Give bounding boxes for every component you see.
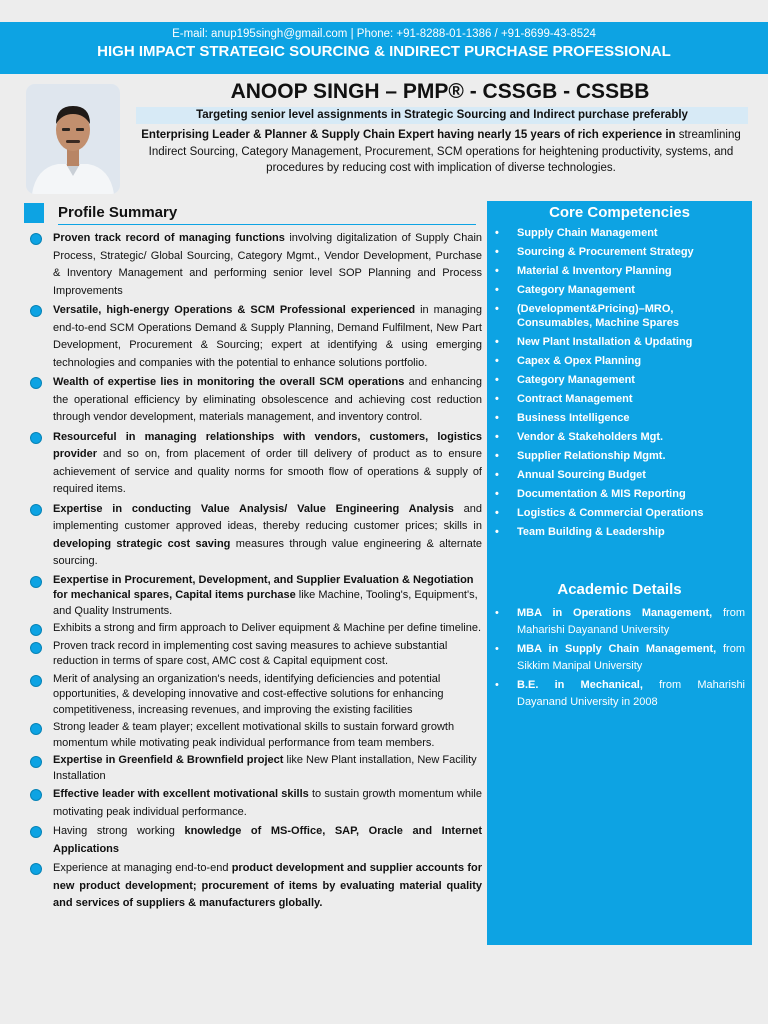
profile-summary-item	[28, 374, 482, 427]
competency-item: • Supply Chain Management	[495, 227, 747, 241]
competency-item: • New Plant Installation & Updating	[495, 336, 747, 350]
item-bold: Wealth of expertise lies in monitoring the overall SCM operations	[53, 376, 405, 388]
item-text: Having strong working	[53, 825, 185, 837]
profile-summary-item	[28, 573, 482, 620]
competency-item: • Vendor & Stakeholders Mgt.	[495, 431, 747, 445]
section-divider	[58, 224, 476, 225]
item-bold2: developing strategic cost saving	[53, 537, 231, 550]
institution: from Maharishi Dayanand University	[517, 607, 745, 636]
institution: from Maharishi Dayanand University in 2008	[517, 679, 745, 708]
competency-item: • (Development&Pricing)–MRO, Consumables, Machine Spares	[495, 303, 747, 330]
competency-item: • Business Intelligence	[495, 412, 747, 426]
profile-summary-item	[28, 753, 482, 784]
item-text2: measures through value engineering & alternate sourcing.	[53, 537, 482, 567]
bullet-circle-icon	[30, 233, 42, 245]
profile-summary-item	[28, 639, 482, 670]
bullet-circle-icon	[30, 377, 42, 389]
academic-details-title: Academic Details	[557, 581, 682, 598]
item-text: in managing end-to-end SCM Operations Demand & Supply Planning, Demand Fulfilment, New Part Development, Procurement & Sourcing; expert at identifying & using emerging technologies and companies with the potential to enhance solutions portfolio.	[53, 304, 482, 369]
candidate-name: ANOOP SINGH – PMP® - CSSGB - CSSBB	[230, 80, 650, 103]
item-text: involving digitalization of Supply Chain Process, Strategic/ Global Sourcing, Category Mgmt., Vendor Development, Purchase & Inventory Management and performing senior level SOP Planning and Process Improvements	[53, 232, 483, 297]
bullet-circle-icon	[30, 432, 42, 444]
headline-tagline: HIGH IMPACT STRATEGIC SOURCING & INDIRECT PURCHASE PROFESSIONAL	[97, 43, 671, 60]
intro-paragraph	[140, 127, 742, 177]
bullet-circle-icon	[30, 723, 42, 735]
profile-summary-item	[28, 860, 482, 913]
item-text: Proven track record in implementing cost saving measures to achieve substantial reduction in terms of spare cost, AMC cost & Capital equipment cost.	[53, 639, 448, 667]
profile-photo	[26, 84, 120, 194]
item-text: and implementing customer approved ideas, thereby reducing customer prices; skills in	[53, 502, 482, 532]
item-text: and enhancing the operational efficiency by eliminating obsolescence and achieving cost reduction through vendor development, materials management, and inventory control.	[53, 376, 483, 423]
profile-summary-list	[28, 230, 482, 915]
item-text: like New Plant installation, New Facility Installation	[53, 754, 477, 782]
degree-name: MBA in Operations Management,	[517, 607, 713, 619]
item-text: like Machine, Tooling's, Equipment's, and Quality Instruments.	[53, 589, 478, 617]
sidebar-panel	[487, 201, 752, 945]
item-text: to sustain growth momentum while motivating peak individual performance.	[53, 788, 482, 818]
competency-item: • Team Building & Leadership	[495, 526, 747, 540]
academic-details-list	[495, 605, 745, 713]
competency-item: • Annual Sourcing Budget	[495, 469, 747, 483]
profile-summary-item	[28, 302, 482, 372]
intro-bold: Enterprising Leader & Planner & Supply Chain Expert having nearly 15 years of rich experience in	[141, 129, 676, 141]
item-bold: Resourceful in managing relationships with vendors, customers, logistics provider	[53, 430, 482, 460]
bullet-circle-icon	[30, 826, 42, 838]
bullet-circle-icon	[30, 756, 42, 768]
bullet-circle-icon	[30, 504, 42, 516]
competency-item: • Material & Inventory Planning	[495, 265, 747, 279]
academic-item	[495, 677, 745, 710]
header-bar	[0, 22, 768, 74]
item-text: and so on, from placement of order till delivery of product as to ensure achievement of service and quality norms for smooth flow of operations & supply of required items.	[53, 448, 482, 495]
bullet-circle-icon	[30, 305, 42, 317]
competency-item: • Category Management	[495, 284, 747, 298]
institution: from Sikkim Manipal University	[517, 643, 745, 672]
competency-item: • Capex & Opex Planning	[495, 355, 747, 369]
profile-summary-item	[28, 429, 482, 499]
academic-item	[495, 641, 745, 674]
item-bold2: knowledge of MS-Office, SAP, Oracle and Internet Applications	[53, 825, 482, 855]
profile-summary-title: Profile Summary	[58, 204, 178, 221]
bullet-circle-icon	[30, 624, 42, 636]
item-bold2: product development and supplier accounts for new product development; procurement of items by evaluating material quality and services of suppliers & manufacturers globally.	[53, 862, 482, 909]
profile-summary-item	[28, 720, 482, 751]
bullet-circle-icon	[30, 642, 42, 654]
bullet-circle-icon	[30, 675, 42, 687]
item-bold: Effective leader with excellent motivational skills	[53, 788, 309, 800]
profile-summary-item	[28, 501, 482, 571]
competency-item: • Sourcing & Procurement Strategy	[495, 246, 747, 260]
item-bold: Versatile, high-energy Operations & SCM Professional experienced	[53, 304, 416, 316]
contact-info: E-mail: anup195singh@gmail.com | Phone: +91-8288-01-1386 / +91-8699-43-8524	[172, 28, 596, 40]
bullet-circle-icon	[30, 576, 42, 588]
target-statement: Targeting senior level assignments in Strategic Sourcing and Indirect purchase preferably	[136, 107, 748, 124]
profile-summary-item	[28, 621, 482, 637]
item-bold: Expertise in Greenfield & Brownfield project	[53, 754, 284, 766]
item-text: Experience at managing end-to-end	[53, 862, 232, 874]
academic-item	[495, 605, 745, 638]
profile-summary-item	[28, 786, 482, 821]
item-bold: Expertise in conducting Value Analysis/ Value Engineering Analysis	[53, 502, 454, 515]
profile-summary-item	[28, 230, 482, 300]
bullet-circle-icon	[30, 863, 42, 875]
item-bold: Eexpertise in Procurement, Development, and Supplier Evaluation & Negotiation for mechanical spares, Capital items purchase	[53, 573, 474, 601]
degree-name: MBA in Supply Chain Management,	[517, 643, 717, 655]
competency-item: • Contract Management	[495, 393, 747, 407]
profile-summary-header	[24, 203, 484, 225]
degree-name: B.E. in Mechanical,	[517, 679, 643, 691]
competency-item: • Logistics & Commercial Operations	[495, 507, 747, 521]
section-marker	[24, 203, 44, 223]
intro-text: streamlining Indirect Sourcing, Category Management, Procurement, SCM operations for heightening productivity, systems, and procedures by reducing cost with implication of diverse technologies.	[148, 129, 741, 174]
item-text: Exhibits a strong and firm approach to Deliver equipment & Machine per define timeline.	[53, 622, 482, 634]
core-competencies-list	[495, 227, 747, 545]
profile-summary-item	[28, 672, 482, 719]
item-bold: Proven track record of managing functions	[53, 232, 285, 244]
core-competencies-title: Core Competencies	[549, 204, 690, 221]
competency-item: • Category Management	[495, 374, 747, 388]
item-text: Strong leader & team player; excellent motivational skills to sustain forward growth momentum while motivating peak individual performance from team members.	[53, 721, 455, 749]
competency-item: • Supplier Relationship Mgmt.	[495, 450, 747, 464]
competency-item: • Documentation & MIS Reporting	[495, 488, 747, 502]
item-text: Merit of analysing an organization's needs, identifying deficiencies and potential opportunities, & developing innovative and cost-effective solutions for enhancing competitiveness, increasing revenues, and improving the existing facilities	[53, 672, 444, 716]
portrait-image	[26, 84, 120, 194]
bullet-circle-icon	[30, 789, 42, 801]
profile-summary-item	[28, 823, 482, 858]
